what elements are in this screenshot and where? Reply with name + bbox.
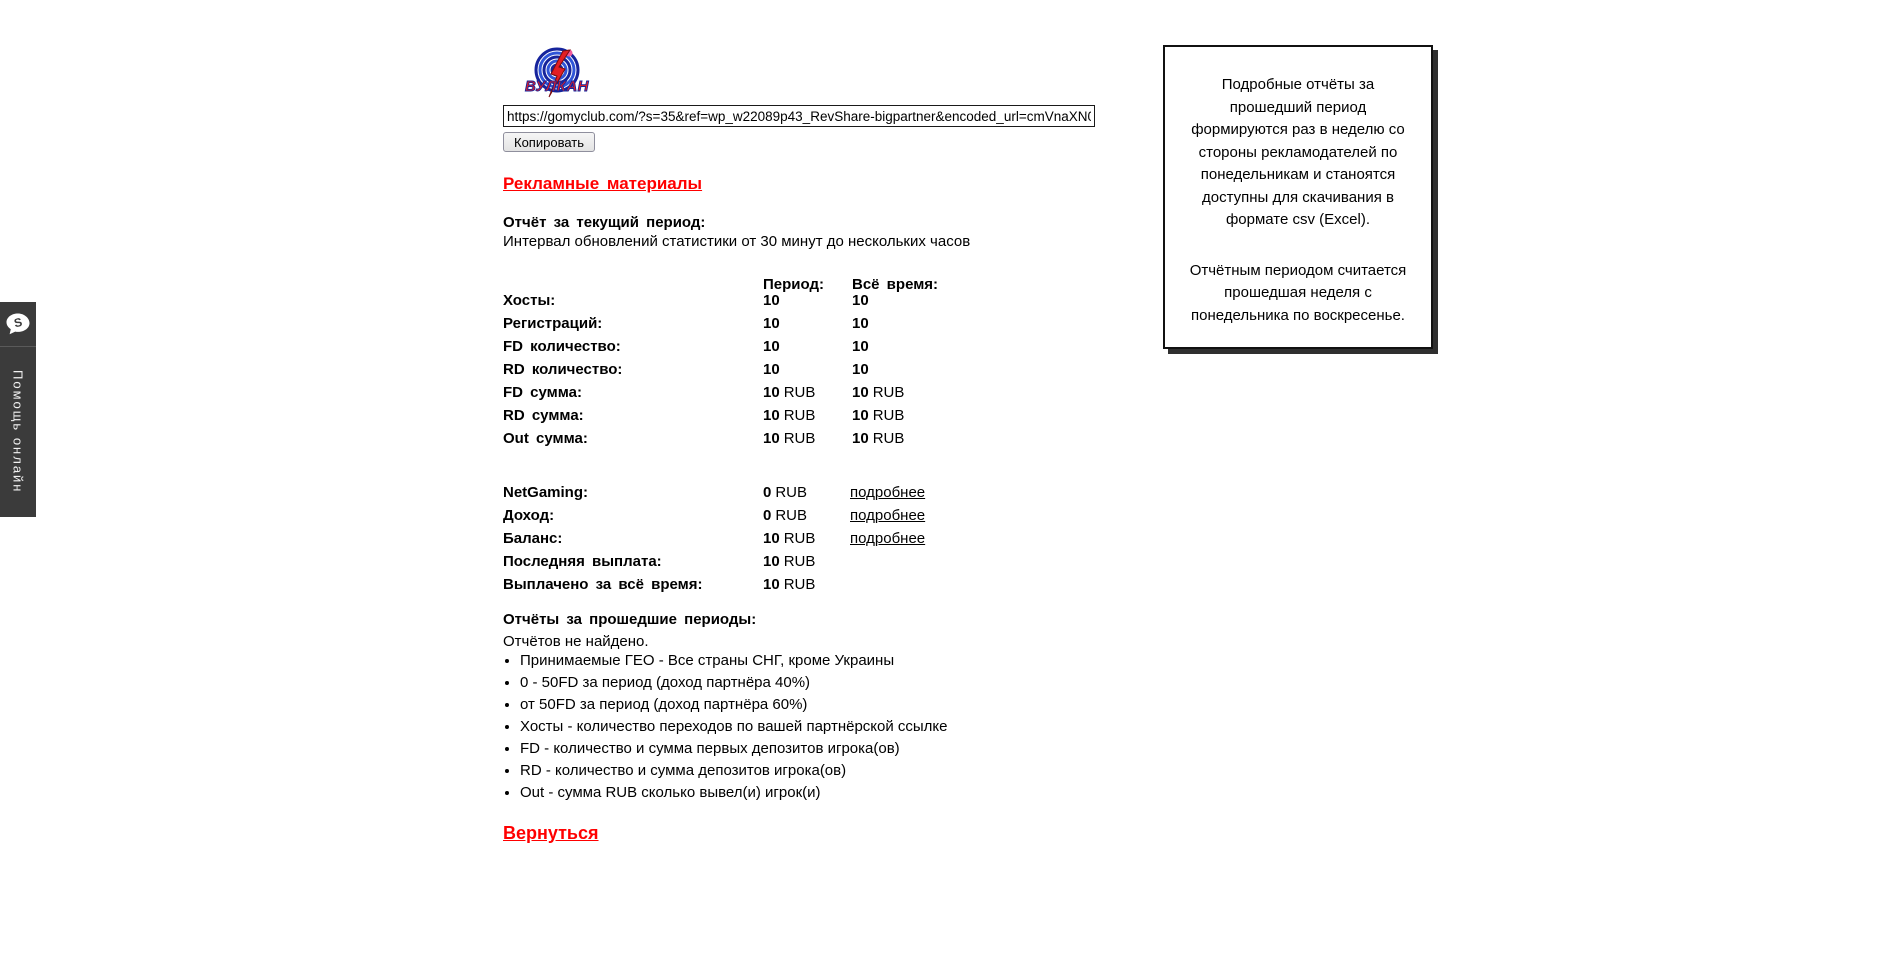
- table-row: Регистраций: 10 10: [503, 315, 869, 332]
- list-item: • Хосты - количество переходов по вашей партнёрской ссылке: [520, 716, 1113, 738]
- svg-text:ВУЛКАН: ВУЛКАН: [524, 78, 590, 95]
- current-report-subtitle: Интервал обновлений статистики от 30 минут до нескольких часов: [503, 233, 971, 250]
- table-row: Выплачено за всё время: 10 RUB: [503, 576, 816, 593]
- back-link[interactable]: Вернуться: [503, 823, 599, 843]
- glossary-list: [503, 716, 1113, 804]
- past-reports-title: Отчёты за прошедшие периоды:: [503, 611, 757, 628]
- info-box-paragraph-2: Отчётным периодом считается прошедшая неделя с понедельника по воскресенье.: [1189, 261, 1407, 324]
- list-item: • Out - сумма RUB сколько вывел(и) игрок(и): [520, 782, 1113, 804]
- table-row: Баланс: 10 RUB подробнее: [503, 530, 926, 547]
- advertising-materials-link[interactable]: Рекламные материалы: [503, 174, 703, 193]
- referral-url-input[interactable]: [503, 105, 1095, 127]
- list-item: • Принимаемые ГЕО - Все страны СНГ, кроме Украины: [520, 650, 1113, 672]
- finance-table: [503, 484, 1113, 599]
- column-period: Период:: [763, 276, 824, 293]
- svg-text:S: S: [12, 314, 24, 331]
- list-item: • FD - количество и сумма первых депозитов игрока(ов): [520, 738, 1113, 760]
- table-row: Последняя выплата: 10 RUB: [503, 553, 816, 570]
- current-report-title: Отчёт за текущий период:: [503, 214, 706, 231]
- details-link-netgaming[interactable]: подробнее: [850, 484, 926, 501]
- list-item: • от 50FD за период (доход партнёра 60%): [520, 694, 1113, 716]
- reports-info-box: [1163, 45, 1433, 349]
- past-reports-section: [503, 611, 1113, 650]
- help-label-section[interactable]: [0, 347, 36, 517]
- table-row: FD сумма: 10 RUB 10 RUB: [503, 384, 905, 401]
- vulkan-logo: [519, 45, 595, 101]
- list-item: • 0 - 50FD за период (доход партнёра 40%): [520, 672, 1113, 694]
- table-row: NetGaming: 0 RUB подробнее: [503, 484, 926, 501]
- stats-header-row: [503, 276, 1113, 292]
- list-item: • RD - количество и сумма депозитов игрока(ов): [520, 760, 1113, 782]
- info-box-paragraph-1: Подробные отчёты за прошедший период формируются раз в неделю со стороны рекламодателей по понедельникам и станоятся доступны для скачивания в формате csv (Excel).: [1191, 76, 1405, 228]
- column-alltime: Всё время:: [852, 276, 939, 293]
- table-row: Хосты: 10 10: [503, 292, 869, 309]
- help-online-tab[interactable]: [0, 302, 36, 517]
- details-link-balance[interactable]: подробнее: [850, 530, 926, 547]
- terms-list: [503, 650, 1113, 716]
- details-link-income[interactable]: подробнее: [850, 507, 926, 524]
- chat-icon-section[interactable]: [0, 302, 36, 347]
- table-row: Доход: 0 RUB подробнее: [503, 507, 926, 524]
- past-reports-empty: Отчётов не найдено.: [503, 633, 649, 650]
- table-row: Out сумма: 10 RUB 10 RUB: [503, 430, 905, 447]
- copy-button[interactable]: Копировать: [503, 132, 595, 152]
- stats-table: [503, 276, 1113, 453]
- help-tab-label: Помощь онлайн: [10, 370, 26, 494]
- table-row: RD количество: 10 10: [503, 361, 869, 378]
- table-row: RD сумма: 10 RUB 10 RUB: [503, 407, 905, 424]
- table-row: FD количество: 10 10: [503, 338, 869, 355]
- main-content: [503, 45, 1113, 844]
- chat-bubble-icon: [5, 312, 31, 336]
